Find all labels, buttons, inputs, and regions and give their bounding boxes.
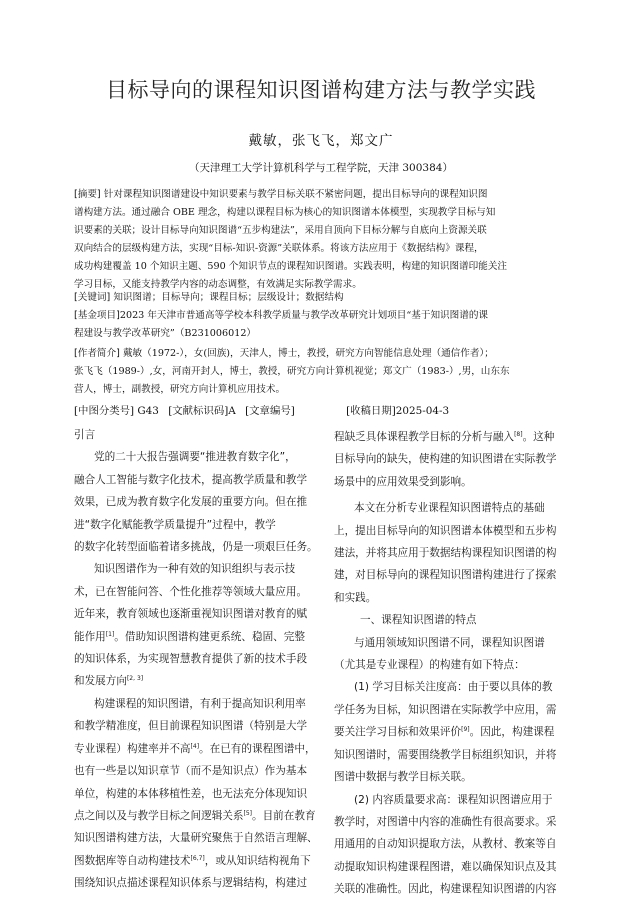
abstract-tag: [摘要] [74, 189, 101, 200]
paper-authors: 戴敏，张飞飞，郑文广 [248, 133, 394, 149]
abstract-line: 双向结合的层级构建方法，实现“目标-知识-资源”关联体系。将该方法应用于《数据结构》课程， [74, 243, 484, 254]
clc-value: G43 [137, 405, 159, 417]
abstract-line: [摘要] 针对课程知识图谱建设中知识要素与教学目标关联不紧密问题，提出目标导向的课程知识图 [74, 189, 488, 200]
author-intro-block: [作者简介] 戴敏（1972-），女(回族)，天津人，博士，教授，研究方向智能信息处理（通信作者）； 张飞飞（1989-）,女，河南开封人，博士，教授，研究方向计算机视觉；郑文广（1983-）,男，山东东 营人，博士，副教授，研究方向计算机应用技术。 [74, 348, 510, 395]
left-column [74, 424, 318, 895]
classification-line [74, 402, 580, 417]
citation: [4] [190, 742, 200, 750]
section-heading: 一、课程知识图谱的特点 [360, 614, 477, 627]
paper-affiliation: （天津理工大学计算机科学与工程学院，天津 300384） [189, 162, 453, 174]
fund-block: [基金项目]2023 年天津市普通高等学校本科教学质量与教学改革研究计划项目“基于知识图谱的课 程建设与教学改革研究”（B231006012） [74, 310, 489, 339]
clc-label: [中图分类号] [74, 405, 135, 417]
doc-code-label: [文献标识码] [168, 405, 229, 417]
received-date-value: 2025-04-3 [395, 405, 450, 417]
paragraph: 程缺乏具体课程教学目标的分析与融入[8]。这种 目标导向的缺失，使构建的知识图谱在实际教学 场景中的应用效果受到影响。 [334, 431, 557, 488]
abstract-line: 谱构建方法。通过融合 OBE 理念，构建以课程目标为核心的知识图谱本体模型，实现教学目标与知 [74, 207, 496, 218]
citation: [6,7] [190, 854, 205, 862]
author-intro-tag: [作者简介] [74, 348, 120, 359]
citation: [8] [514, 431, 523, 438]
doc-code-value: A [228, 405, 236, 417]
keywords-tag: [关键词] [74, 292, 111, 303]
abstract-line: 学习目标，又能支持教学内容的动态调整，有效满足实际教学需求。 [74, 279, 362, 290]
right-column [334, 426, 580, 901]
paragraph: 知识图谱作为一种有效的知识组织与表示技 术，已在智能问答、个性化推荐等领域大量应用。 近年来，教育领域也逐渐重视知识图谱对教育的赋 能作用[1]。借助知识图谱构建更系统、稳固、完整 的知识体系，为实现智慧教育提供了新的技术手段 和发展方向[2, 3] [74, 563, 308, 688]
paragraph: 党的二十大报告强调要“推进教育数字化”， 融合人工智能与数字化技术，提高教学质量和教学 效果，已成为教育数字化发展的重要方向。但在推 进“数字化赋能教学质量提升”过程中，教学 的数字化转型面临着诸多挑战，仍是一项艰巨任务。 [74, 451, 318, 554]
article-number-label: [文章编号] [245, 405, 295, 417]
citation: [2, 3] [126, 675, 144, 683]
paragraph: 本文在分析专业课程知识图谱特点的基础 上，提出目标导向的知识图谱本体模型和五步构 建法，并将其应用于数据结构课程知识图谱的构 建，对目标导向的课程知识图谱构建进行了探索 和实践。 [334, 502, 557, 604]
paragraph: 与通用领域知识图谱不同，课程知识图谱 （尤其是专业课程）的构建有如下特点： [334, 636, 545, 672]
citation: [1] [105, 630, 115, 638]
paragraph: (1) 学习目标关注度高：由于要以具体的教 学任务为目标，知识图谱在实际教学中应用，需 要关注学习目标和效果评价[9]。因此，构建课程 知识图谱时，需要围绕教学目标组织知识，并将 图谱中数据与教学目标关联。 [334, 681, 557, 784]
abstract-line: 成功构建覆盖 10 个知识主题、590 个知识节点的课程知识图谱。实践表明，构建的知识图谱印能关注 [74, 261, 508, 272]
citation: [9] [461, 726, 470, 734]
abstract-block [74, 186, 580, 294]
paper-title: 目标导向的课程知识图谱构建方法与教学实践 [106, 78, 536, 102]
received-date-label: [收稿日期] [346, 405, 396, 417]
citation: [5] [243, 809, 252, 817]
keywords-block [74, 289, 580, 307]
abstract-line: 识要素的关联；设计目标导向知识图谱“五步构建法”，采用自顶向下目标分解与自底向上资源关联 [74, 225, 487, 236]
paragraph: 构建课程的知识图谱，有利于提高知识利用率 和教学精准度，但目前课程知识图谱（特别是大学 专业课程）构建率并不高[4]。在已有的课程图谱中， 也有一些是以知识章节（而不是知识点）作为基本 单位，构建的本体移植性差，也无法充分体现知识 点之间以及与教学目标之间逻辑关系[5]。目前在教育 知识图谱构建方法，大量研究聚焦于自然语言理解、 图数据库等自动构建技术[6,7]，或从知识结构视角下 围绕知识点描述课程知识体系与逻辑结构，构建过 [74, 697, 318, 890]
introduction-heading: 引言 [74, 429, 96, 441]
fund-tag: [基金项目] [74, 310, 120, 321]
keywords-text: 知识图谱；目标导向；课程目标；层级设计；数据结构 [113, 292, 344, 303]
paragraph: (2) 内容质量要求高：课程知识图谱应用于 教学时，对图谱中内容的准确性有很高要求。采 用通用的自动知识提取方法，从教材、教案等自 动提取知识构建课程图谱，难以确保知识点及其 关联的准确性。因此，构建课程知识图谱的内容 [334, 793, 557, 896]
